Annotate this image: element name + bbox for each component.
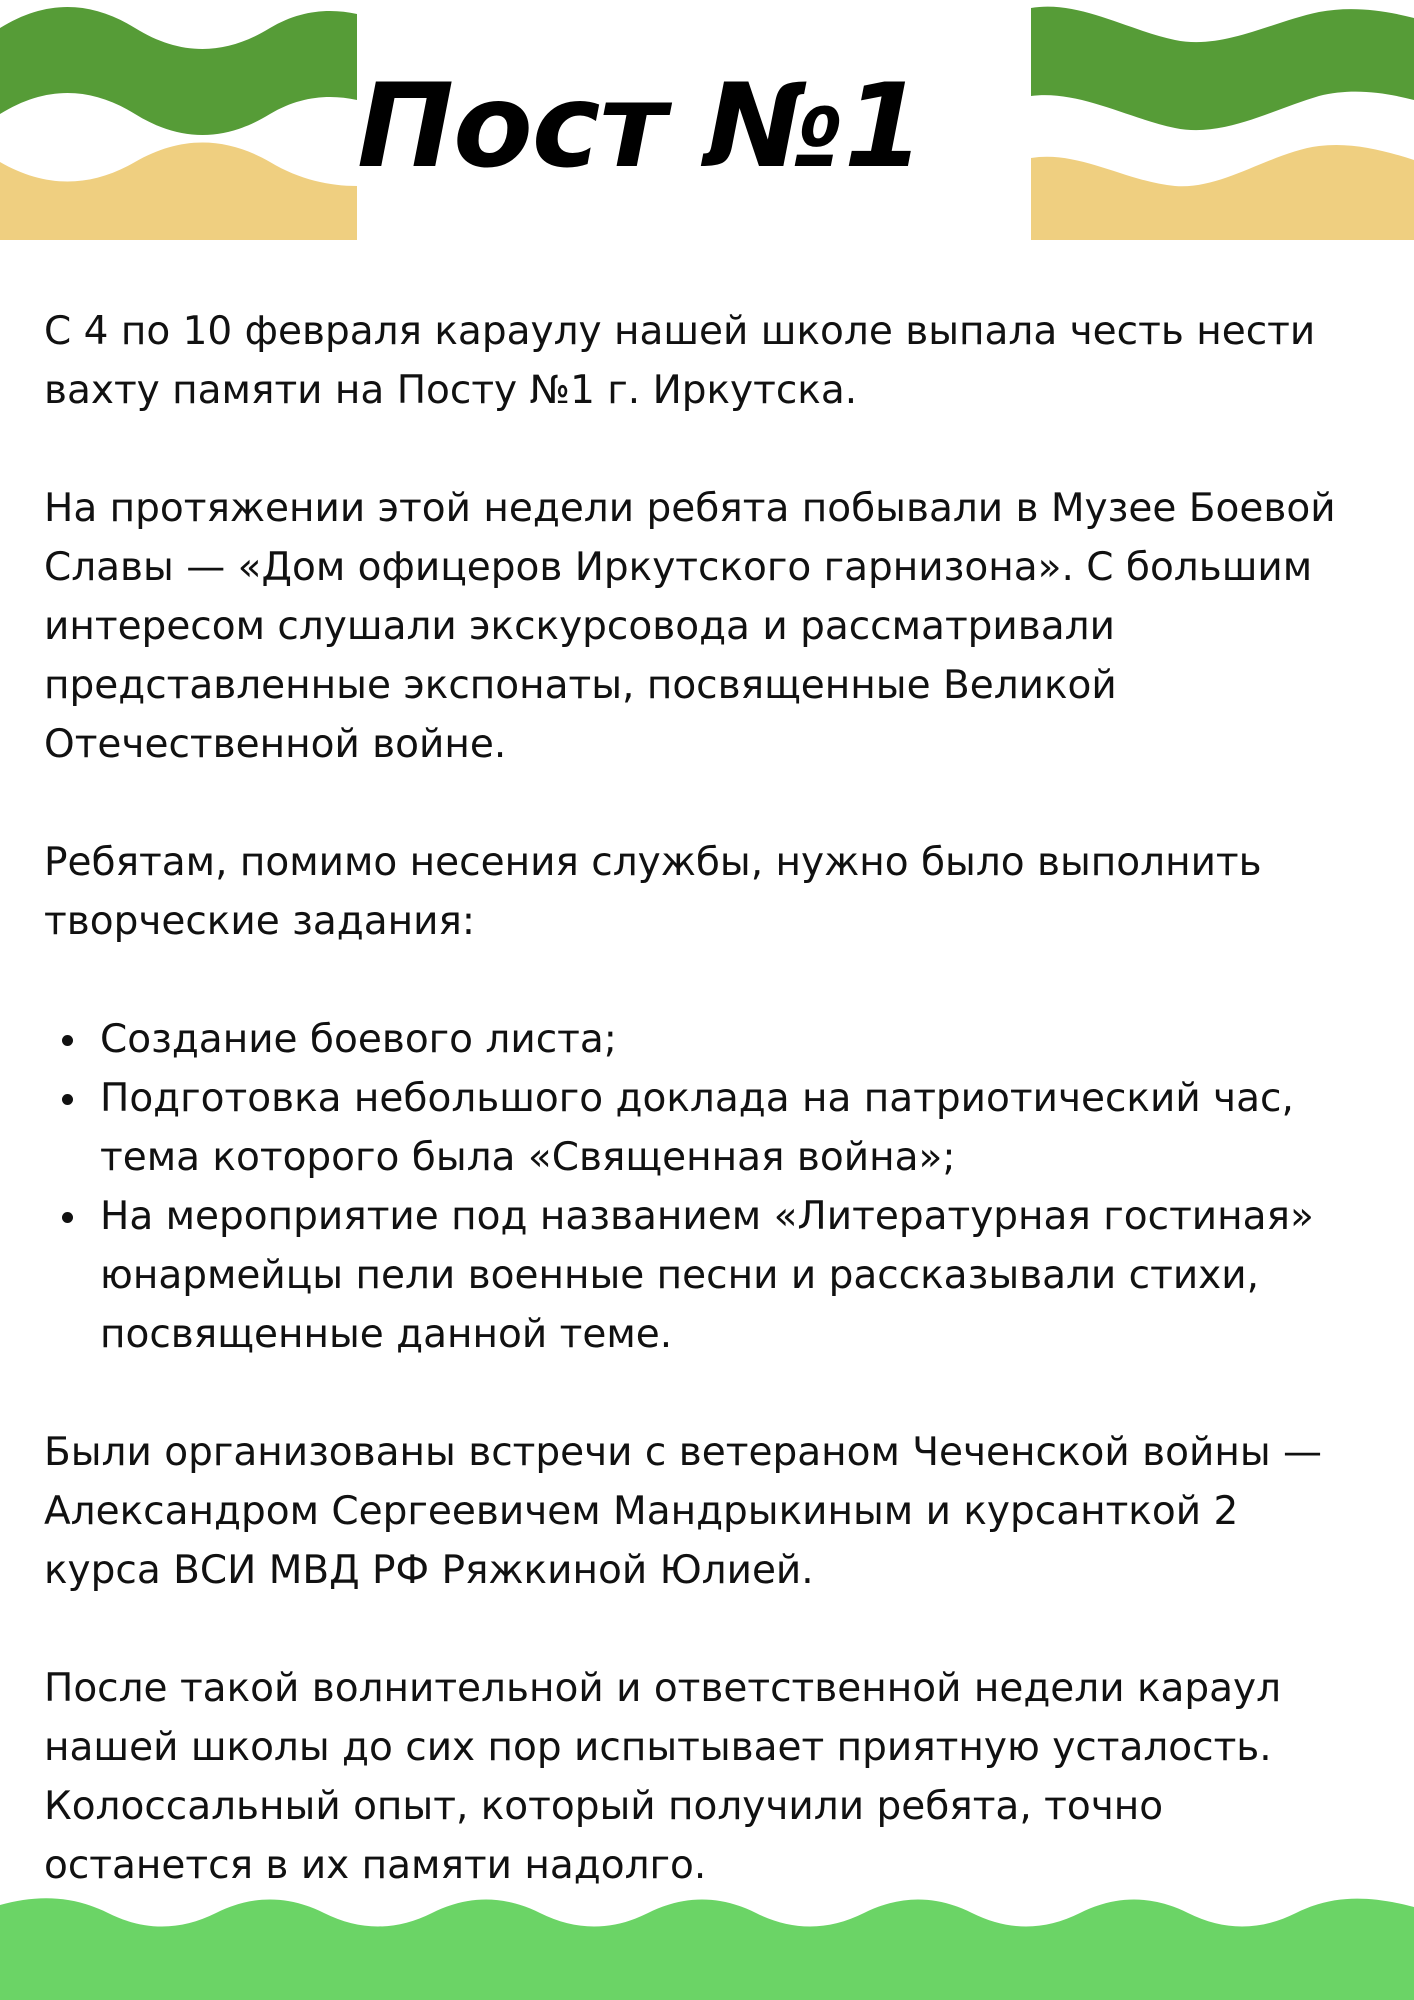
text-line: творческие задания: [44, 899, 476, 944]
paragraph-intro [44, 302, 1384, 420]
green-wave [0, 1898, 1414, 2000]
text-line: Подготовка небольшого доклада на патриотический час, [100, 1076, 1294, 1121]
wave-decoration-bottom [0, 1895, 1414, 2000]
article-body [44, 302, 1384, 1954]
wave-decoration-top-right [1031, 0, 1414, 245]
text-line: юнармейцы пели военные песни и рассказывали стихи, [100, 1253, 1259, 1298]
text-line: После такой волнительной и ответственной недели караул [44, 1666, 1282, 1711]
green-wave [0, 7, 357, 135]
text-line: Создание боевого листа; [100, 1017, 617, 1062]
paragraph-meetings [44, 1423, 1384, 1600]
wave-decoration-top-left [0, 0, 357, 245]
list-item [44, 1010, 1384, 1069]
sand-wave [0, 143, 357, 241]
text-line: тема которого была «Священная война»; [100, 1135, 956, 1180]
sand-wave [1031, 145, 1414, 240]
text-line: На мероприятие под названием «Литературная гостиная» [100, 1194, 1314, 1239]
text-line: На протяжении этой недели ребята побывали в Музее Боевой [44, 486, 1336, 531]
text-line: останется в их памяти надолго. [44, 1843, 707, 1888]
text-line: Ребятам, помимо несения службы, нужно было выполнить [44, 840, 1262, 885]
page-title: Пост №1 [357, 59, 924, 194]
text-line: Славы — «Дом офицеров Иркутского гарнизона». С большим [44, 545, 1313, 590]
text-line: Отечественной войне. [44, 722, 507, 767]
text-line: Александром Сергеевичем Мандрыкиным и курсанткой 2 [44, 1489, 1239, 1534]
text-line: представленные экспонаты, посвященные Великой [44, 663, 1117, 708]
text-line: нашей школы до сих пор испытывает приятную усталость. [44, 1725, 1272, 1770]
text-line: вахту памяти на Посту №1 г. Иркутска. [44, 368, 858, 413]
list-item [44, 1069, 1384, 1187]
text-line: С 4 по 10 февраля караулу нашей школе выпала честь нести [44, 309, 1316, 354]
bullet-icon [62, 1094, 73, 1105]
bullet-icon [62, 1035, 73, 1046]
text-line: интересом слушали экскурсовода и рассматривали [44, 604, 1115, 649]
bullet-icon [62, 1212, 73, 1223]
paragraph-conclusion [44, 1659, 1384, 1895]
green-wave [1031, 7, 1414, 130]
text-line: Колоссальный опыт, который получили ребята, точно [44, 1784, 1164, 1829]
text-line: Были организованы встречи с ветераном Чеченской войны — [44, 1430, 1323, 1475]
paragraph-tasks [44, 833, 1384, 951]
text-line: курса ВСИ МВД РФ Ряжкиной Юлией. [44, 1548, 814, 1593]
paragraph-museum [44, 479, 1384, 774]
task-list [44, 1010, 1384, 1364]
text-line: посвященные данной теме. [100, 1312, 673, 1357]
list-item [44, 1187, 1384, 1364]
